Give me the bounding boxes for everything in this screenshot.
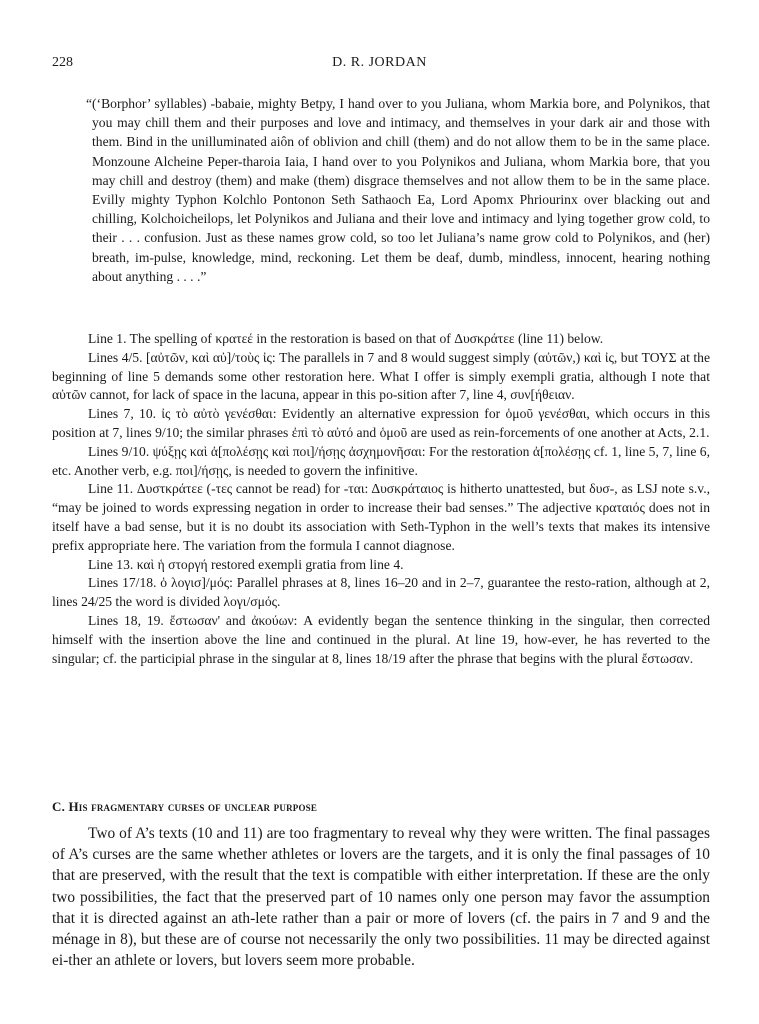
translation-quote <box>86 94 710 286</box>
running-head: D. R. JORDAN <box>332 55 427 70</box>
note-line-13: Line 13. καὶ ἡ στοργή restored exempli gratia from line 4. <box>88 556 404 572</box>
note-lines-7-10: Lines 7, 10. ἰς τὸ αὐτὸ γενέσθαι: Evidently an alternative expression for ὁμοῦ γενέσθαι, which occurs in this position at 7, lines 9/10; the similar phrases ἐπὶ τὸ αὐτό and ὁμοῦ are used as rein-forcements of one another at Acts, 2.1. <box>52 406 710 440</box>
quote-text: “(‘Borphor’ syllables) -babaie, mighty Betpy, I hand over to you Juliana, whom Markia bore, and Polynikos, that you may chill them and their purposes and love and intimacy, and themselves in your dark air and those with them. Bind in the unilluminated aiôn of oblivion and chill (them) and do not allow them to be in the same place. Monzoune Alcheine Peper-tharoia Iaia, I hand over to you Polynikos and Juliana, whom Markia bore, that you may chill and destroy (them) and make (them) disgrace themselves and not allow them to be in the same place. Evilly mighty Typhon Kolchlo Pontonon Seth Sathaoch Ea, Lord Apomx Phriourinx over blacking out and chilling, Kolchoicheilops, let Polynikos and Juliana and their love and intimacy and lying together grow cold, to their . . . confusion. Just as these names grow cold, so too let Juliana’s name grow cold to Polynikos, and (her) breath, im-pulse, knowledge, mind, reckoning. Let them be deaf, dumb, mindless, innocent, hearing nothing about anything . . . .” <box>86 96 710 284</box>
note-lines-18-19: Lines 18, 19. ἔστωσαν' and ἀκούων: A evidently began the sentence thinking in the singular, then corrected himself with the insertion above the line and continued in the plural. At line 19, how-ever, he has reverted to the singular; cf. the participial phrase in the singular at 8, lines 18/19 after the phrase that begins with the plural ἔστωσαν. <box>52 612 710 666</box>
note-lines-9-10: Lines 9/10. ψύξῃς καὶ ἀ[πολέσῃς καὶ ποι]/ήσῃς ἀσχημονῆσαι: For the restoration ἀ[πολέσῃς cf. 1, line 5, 7, line 6, etc. Another verb, e.g. ποι]/ήσῃς, is needed to govern the infinitive. <box>52 443 710 478</box>
section-c <box>52 799 710 971</box>
section-body: Two of A’s texts (10 and 11) are too fragmentary to reveal why they were written. The final passages of A’s curses are the same whether athletes or lovers are the targets, and it is only the final passages of 10 that are preserved, with the result that the text is compatible with either interpretation. If these are the only two possibilities, the fact that the preserved part of 10 names only one person may favor the assumption that it is directed against an ath-lete rather than a pair or more of lovers (cf. the pairs in 7 and 9 and the ménage in 8), but these are of course not necessarily the only two possibilities. 11 may be directed against ei-ther an athlete or lovers, but lovers seem more probable. <box>52 825 710 970</box>
note-line-1: Line 1. The spelling of κρατεέ in the restoration is based on that of Δυσκράτεε (line 11) below. <box>88 331 604 346</box>
note-lines-4-5: Lines 4/5. [αὐτῶν, καὶ αὐ]/τοὺς ἰς: The parallels in 7 and 8 would suggest simply (αὐτῶν,) καὶ ἰς, but ΤΟΥΣ at the beginning of line 5 demands some other restoration here. What I offer is simply exempli gratia, although I note that αὐτῶν cannot, for lack of space in the lacuna, appear in this po-sition after 7, line 4, συν[ήθειαν. <box>52 349 710 403</box>
note-line-11: Line 11. Δυστκράτεε (-τες cannot be read) for -ται: Δυσκράταιος is hitherto unattested, but δυσ-, as LSJ note s.v., “may be joined to words expressing negation in order to increase their bad senses.” The adjective κραταιός does not in itself have a bad sense, but it is no doubt its association with Seth-Typhon in the well’s texts that makes its intensive prefix appropriate here. The variation from the formula I cannot diagnose. <box>52 481 710 553</box>
note-lines-17-18: Lines 17/18. ὁ λογισ]/μός: Parallel phrases at 8, lines 16–20 and in 2–7, guarantee the resto-ration, although at 2, lines 24/25 the word is divided λογι/σμός. <box>52 575 710 610</box>
commentary-notes <box>52 330 710 668</box>
section-heading: C. His fragmentary curses of unclear purpose <box>52 799 318 814</box>
page-number: 228 <box>52 55 73 70</box>
page-header <box>52 55 707 75</box>
